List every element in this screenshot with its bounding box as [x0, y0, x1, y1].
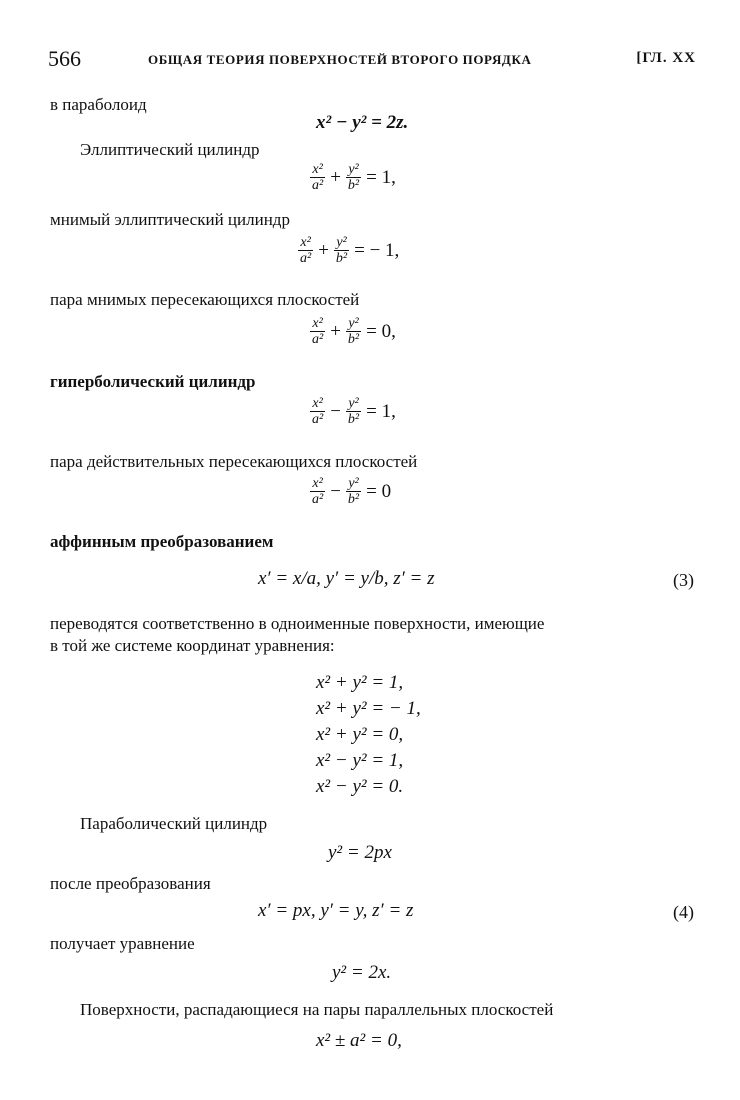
running-title: ОБЩАЯ ТЕОРИЯ ПОВЕРХНОСТЕЙ ВТОРОГО ПОРЯДКА: [148, 52, 532, 67]
text-gets-equation: получает уравнение: [50, 934, 195, 953]
equation-number-4: (4): [673, 902, 694, 922]
text-imaginary-planes: пара мнимых пересекающихся плоскостей: [50, 290, 360, 309]
equation-number-3: (3): [673, 570, 694, 590]
text-after-transform: после преобразования: [50, 874, 211, 893]
fraction: $\frac{\text{y²}}{\text{b²}}$: [347, 476, 360, 507]
chapter-marker: [ГЛ. XX: [636, 50, 696, 66]
fraction: $\frac{\text{y²}}{\text{b²}}$: [347, 396, 360, 427]
eq-second-transform: x′ = px, y′ = y, z′ = z: [258, 900, 414, 921]
text-affine-transform: аффинным преобразованием: [50, 532, 274, 551]
fraction: $\frac{\text{y²}}{\text{b²}}$: [347, 162, 360, 193]
text-imaginary-elliptic-cylinder: мнимый эллиптический цилиндр: [50, 210, 290, 229]
fraction: $\frac{\text{x²}}{\text{a²}}$: [312, 396, 324, 427]
system-eq-5: x² − y² = 0.: [316, 776, 404, 797]
eq-imaginary-elliptic-cylinder: $\frac{\text{x²}}{\text{a²}}$ + $\frac{\text{y²}}{\text{b²}}$ = − 1,: [300, 235, 400, 266]
eq-hyperbolic-cylinder: $\frac{\text{x²}}{\text{a²}}$ − $\frac{\text{y²}}{\text{b²}}$ = 1,: [312, 396, 396, 427]
eq-canonical-parabolic: y² = 2x.: [332, 962, 392, 983]
system-eq-2: x² + y² = − 1,: [316, 698, 421, 719]
eq-hyperbolic-paraboloid: x² − y² = 2z.: [316, 112, 409, 133]
eq-imaginary-planes: $\frac{\text{x²}}{\text{a²}}$ + $\frac{\text{y²}}{\text{b²}}$ = 0,: [312, 316, 396, 347]
running-header: [48, 46, 696, 72]
text-parabolic-cylinder: Параболический цилиндр: [80, 814, 268, 833]
eq-affine-transform: x′ = x/a, y′ = y/b, z′ = z: [258, 568, 435, 589]
fraction: $\frac{\text{y²}}{\text{b²}}$: [347, 316, 360, 347]
fraction: $\frac{\text{x²}}{\text{a²}}$: [300, 235, 312, 266]
eq-parallel-planes: x² ± a² = 0,: [316, 1030, 402, 1051]
text-hyperbolic-cylinder: гиперболический цилиндр: [50, 372, 256, 391]
text-transformed-line2: в той же системе координат уравнения:: [50, 636, 335, 655]
eq-real-planes: $\frac{\text{x²}}{\text{a²}}$ − $\frac{\text{y²}}{\text{b²}}$ = 0: [312, 476, 392, 507]
text-real-planes: пара действительных пересекающихся плоскостей: [50, 452, 418, 471]
eq-elliptic-cylinder: $\frac{\text{x²}}{\text{a²}}$ + $\frac{\text{y²}}{\text{b²}}$ = 1,: [312, 162, 396, 193]
fraction: $\frac{\text{x²}}{\text{a²}}$: [312, 316, 324, 347]
text-transformed-line1: переводятся соответственно в одноименные поверхности, имеющие: [50, 614, 545, 633]
text-elliptic-cylinder: Эллиптический цилиндр: [80, 140, 260, 159]
page-number: 566: [48, 46, 81, 71]
eq-parabolic-cylinder: y² = 2px: [328, 842, 392, 863]
fraction: $\frac{\text{x²}}{\text{a²}}$: [312, 476, 324, 507]
system-eq-1: x² + y² = 1,: [316, 672, 404, 693]
system-eq-3: x² + y² = 0,: [316, 724, 404, 745]
fraction: $\frac{\text{x²}}{\text{a²}}$: [312, 162, 324, 193]
equation-system: [316, 670, 421, 800]
system-eq-4: x² − y² = 1,: [316, 750, 404, 771]
text-parallel-planes: Поверхности, распадающиеся на пары параллельных плоскостей: [80, 1000, 554, 1019]
fraction: $\frac{\text{y²}}{\text{b²}}$: [335, 235, 348, 266]
text-paraboloid: в параболоид: [50, 95, 147, 114]
